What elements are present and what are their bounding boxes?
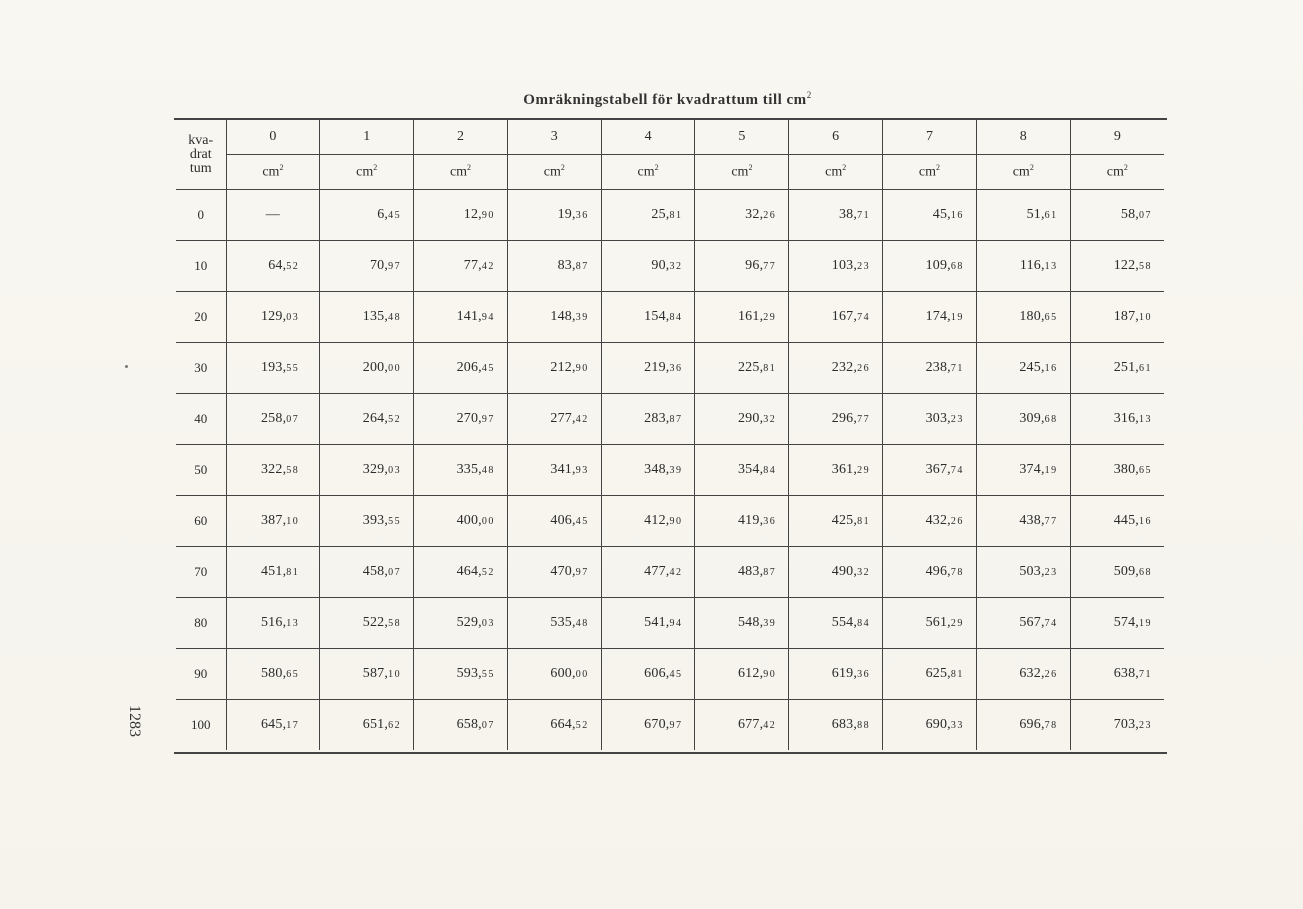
unit-superscript: 2: [560, 163, 565, 173]
table-cell: 451,81: [226, 547, 320, 598]
table-cell: 638,71: [1070, 649, 1164, 700]
table-cell: 19,36: [507, 190, 601, 241]
column-header-digit: 0: [226, 120, 320, 155]
table-cell: 348,39: [601, 445, 695, 496]
unit-superscript: 2: [654, 163, 659, 173]
table-title-text: Omräkningstabell för kvadrattum till cm: [523, 92, 807, 108]
table-cell: 651,62: [320, 700, 414, 751]
table-row: [176, 700, 1164, 751]
table-cell: 567,74: [976, 598, 1070, 649]
table-cell: 109,68: [883, 241, 977, 292]
table-cell: —: [226, 190, 320, 241]
unit-label: cm: [356, 164, 374, 180]
row-label: 50: [176, 445, 226, 496]
unit-label: cm: [1106, 164, 1124, 180]
table-row: [176, 445, 1164, 496]
table-cell: 412,90: [601, 496, 695, 547]
table-cell: 277,42: [507, 394, 601, 445]
table-cell: 683,88: [789, 700, 883, 751]
table-cell: 341,93: [507, 445, 601, 496]
column-header-digit: 5: [695, 120, 789, 155]
unit-superscript: 2: [842, 163, 847, 173]
table-row: [176, 496, 1164, 547]
table-cell: 387,10: [226, 496, 320, 547]
table-cell: 419,36: [695, 496, 789, 547]
table-cell: 64,52: [226, 241, 320, 292]
table-cell: 445,16: [1070, 496, 1164, 547]
table-cell: 658,07: [414, 700, 508, 751]
table-cell: 225,81: [695, 343, 789, 394]
table-cell: 58,07: [1070, 190, 1164, 241]
column-header-digit: 6: [789, 120, 883, 155]
table-cell: 354,84: [695, 445, 789, 496]
column-header-unit: [789, 155, 883, 190]
column-header-digit: 3: [507, 120, 601, 155]
column-header-digit: 4: [601, 120, 695, 155]
unit-superscript: 2: [748, 163, 753, 173]
table-cell: 490,32: [789, 547, 883, 598]
table-title: [0, 90, 1303, 109]
table-cell: 70,97: [320, 241, 414, 292]
table-cell: 193,55: [226, 343, 320, 394]
table-cell: 432,26: [883, 496, 977, 547]
row-label: 0: [176, 190, 226, 241]
table-cell: 12,90: [414, 190, 508, 241]
table-cell: 148,39: [507, 292, 601, 343]
table-cell: 612,90: [695, 649, 789, 700]
table-cell: 587,10: [320, 649, 414, 700]
page-number: 1283: [126, 705, 143, 737]
table-cell: 154,84: [601, 292, 695, 343]
row-label: 70: [176, 547, 226, 598]
table-cell: 632,26: [976, 649, 1070, 700]
row-label: 10: [176, 241, 226, 292]
table-cell: 677,42: [695, 700, 789, 751]
table-cell: 103,23: [789, 241, 883, 292]
table-cell: 516,13: [226, 598, 320, 649]
unit-superscript: 2: [279, 163, 284, 173]
conversion-table: [176, 120, 1164, 750]
table-cell: 464,52: [414, 547, 508, 598]
table-cell: 600,00: [507, 649, 601, 700]
column-header-unit: [414, 155, 508, 190]
table-cell: 245,16: [976, 343, 1070, 394]
table-cell: 212,90: [507, 343, 601, 394]
table-cell: 554,84: [789, 598, 883, 649]
table-cell: 664,52: [507, 700, 601, 751]
unit-label: cm: [637, 164, 655, 180]
table-cell: 83,87: [507, 241, 601, 292]
table-cell: 361,29: [789, 445, 883, 496]
table-cell: 303,23: [883, 394, 977, 445]
table-cell: 51,61: [976, 190, 1070, 241]
table-cell: 470,97: [507, 547, 601, 598]
corner-label: [176, 120, 226, 190]
table-cell: 270,97: [414, 394, 508, 445]
table-cell: 258,07: [226, 394, 320, 445]
row-label: 60: [176, 496, 226, 547]
header-digit-row: [176, 120, 1164, 155]
table-cell: 296,77: [789, 394, 883, 445]
table-cell: 374,19: [976, 445, 1070, 496]
table-cell: 309,68: [976, 394, 1070, 445]
unit-label: cm: [449, 164, 468, 180]
table-cell: 477,42: [601, 547, 695, 598]
column-header-digit: 2: [414, 120, 508, 155]
unit-superscript: 2: [1029, 163, 1034, 173]
table-cell: 535,48: [507, 598, 601, 649]
table-cell: 393,55: [320, 496, 414, 547]
table-cell: 483,87: [695, 547, 789, 598]
table-cell: 6,45: [320, 190, 414, 241]
table-row: [176, 241, 1164, 292]
unit-label: cm: [918, 164, 937, 180]
table-cell: 38,71: [789, 190, 883, 241]
table-cell: 574,19: [1070, 598, 1164, 649]
table-cell: 25,81: [601, 190, 695, 241]
column-header-unit: [507, 155, 601, 190]
table-cell: 367,74: [883, 445, 977, 496]
row-label: 90: [176, 649, 226, 700]
row-label: 100: [176, 700, 226, 751]
table-cell: 316,13: [1070, 394, 1164, 445]
table-row: [176, 649, 1164, 700]
table-cell: 458,07: [320, 547, 414, 598]
unit-superscript: 2: [1123, 163, 1128, 173]
table-cell: 529,03: [414, 598, 508, 649]
table-cell: 264,52: [320, 394, 414, 445]
corner-label-line: drat: [189, 146, 212, 162]
row-label: 30: [176, 343, 226, 394]
column-header-digit: 7: [883, 120, 977, 155]
table-cell: 380,65: [1070, 445, 1164, 496]
unit-superscript: 2: [936, 163, 941, 173]
table-cell: 180,65: [976, 292, 1070, 343]
column-header-unit: [226, 155, 320, 190]
header-unit-row: [176, 155, 1164, 190]
table-cell: 509,68: [1070, 547, 1164, 598]
table-row: [176, 547, 1164, 598]
table-cell: 77,42: [414, 241, 508, 292]
table-cell: 406,45: [507, 496, 601, 547]
table-cell: 580,65: [226, 649, 320, 700]
unit-label: cm: [543, 164, 561, 180]
column-header-unit: [976, 155, 1070, 190]
table-cell: 122,58: [1070, 241, 1164, 292]
table-cell: 625,81: [883, 649, 977, 700]
corner-label-line: tum: [189, 160, 212, 176]
table-cell: 96,77: [695, 241, 789, 292]
table-cell: 45,16: [883, 190, 977, 241]
table-row: [176, 190, 1164, 241]
table-cell: 219,36: [601, 343, 695, 394]
column-header-digit: 8: [976, 120, 1070, 155]
row-label: 40: [176, 394, 226, 445]
table-cell: 645,17: [226, 700, 320, 751]
table-cell: 593,55: [414, 649, 508, 700]
table-cell: 438,77: [976, 496, 1070, 547]
unit-label: cm: [1012, 164, 1030, 180]
table-cell: 496,78: [883, 547, 977, 598]
row-label: 80: [176, 598, 226, 649]
table-cell: 174,19: [883, 292, 977, 343]
table-cell: 206,45: [414, 343, 508, 394]
column-header-unit: [320, 155, 414, 190]
table-cell: 187,10: [1070, 292, 1164, 343]
table-cell: 541,94: [601, 598, 695, 649]
table-cell: 703,23: [1070, 700, 1164, 751]
column-header-unit: [601, 155, 695, 190]
bottom-rule: [174, 752, 1167, 754]
table-cell: 238,71: [883, 343, 977, 394]
table-row: [176, 292, 1164, 343]
table-cell: 503,23: [976, 547, 1070, 598]
table-cell: 32,26: [695, 190, 789, 241]
table-cell: 690,33: [883, 700, 977, 751]
table-cell: 232,26: [789, 343, 883, 394]
unit-label: cm: [731, 164, 749, 180]
table-cell: 329,03: [320, 445, 414, 496]
column-header-unit: [883, 155, 977, 190]
table-cell: 670,97: [601, 700, 695, 751]
table-cell: 251,61: [1070, 343, 1164, 394]
table-cell: 400,00: [414, 496, 508, 547]
unit-label: cm: [262, 164, 280, 180]
table-title-superscript: 2: [806, 90, 812, 100]
table-cell: 548,39: [695, 598, 789, 649]
table-cell: 283,87: [601, 394, 695, 445]
unit-superscript: 2: [373, 163, 378, 173]
table-cell: 335,48: [414, 445, 508, 496]
table-cell: 561,29: [883, 598, 977, 649]
table-row: [176, 394, 1164, 445]
table-header: [176, 120, 1164, 190]
margin-mark: [125, 365, 128, 368]
table-cell: 606,45: [601, 649, 695, 700]
table-cell: 200,00: [320, 343, 414, 394]
table-cell: 135,48: [320, 292, 414, 343]
table-row: [176, 598, 1164, 649]
unit-label: cm: [825, 164, 843, 180]
column-header-digit: 1: [320, 120, 414, 155]
table-cell: 90,32: [601, 241, 695, 292]
column-header-digit: 9: [1070, 120, 1164, 155]
column-header-unit: [695, 155, 789, 190]
table-cell: 167,74: [789, 292, 883, 343]
table-cell: 161,29: [695, 292, 789, 343]
table-cell: 290,32: [695, 394, 789, 445]
table-body: [176, 190, 1164, 751]
table-cell: 129,03: [226, 292, 320, 343]
table-cell: 619,36: [789, 649, 883, 700]
row-label: 20: [176, 292, 226, 343]
table-row: [176, 343, 1164, 394]
table-cell: 696,78: [976, 700, 1070, 751]
column-header-unit: [1070, 155, 1164, 190]
table-cell: 141,94: [414, 292, 508, 343]
unit-superscript: 2: [467, 163, 472, 173]
table-cell: 522,58: [320, 598, 414, 649]
table-cell: 116,13: [976, 241, 1070, 292]
table-cell: 425,81: [789, 496, 883, 547]
table-cell: 322,58: [226, 445, 320, 496]
corner-label-line: kva-: [188, 132, 214, 148]
